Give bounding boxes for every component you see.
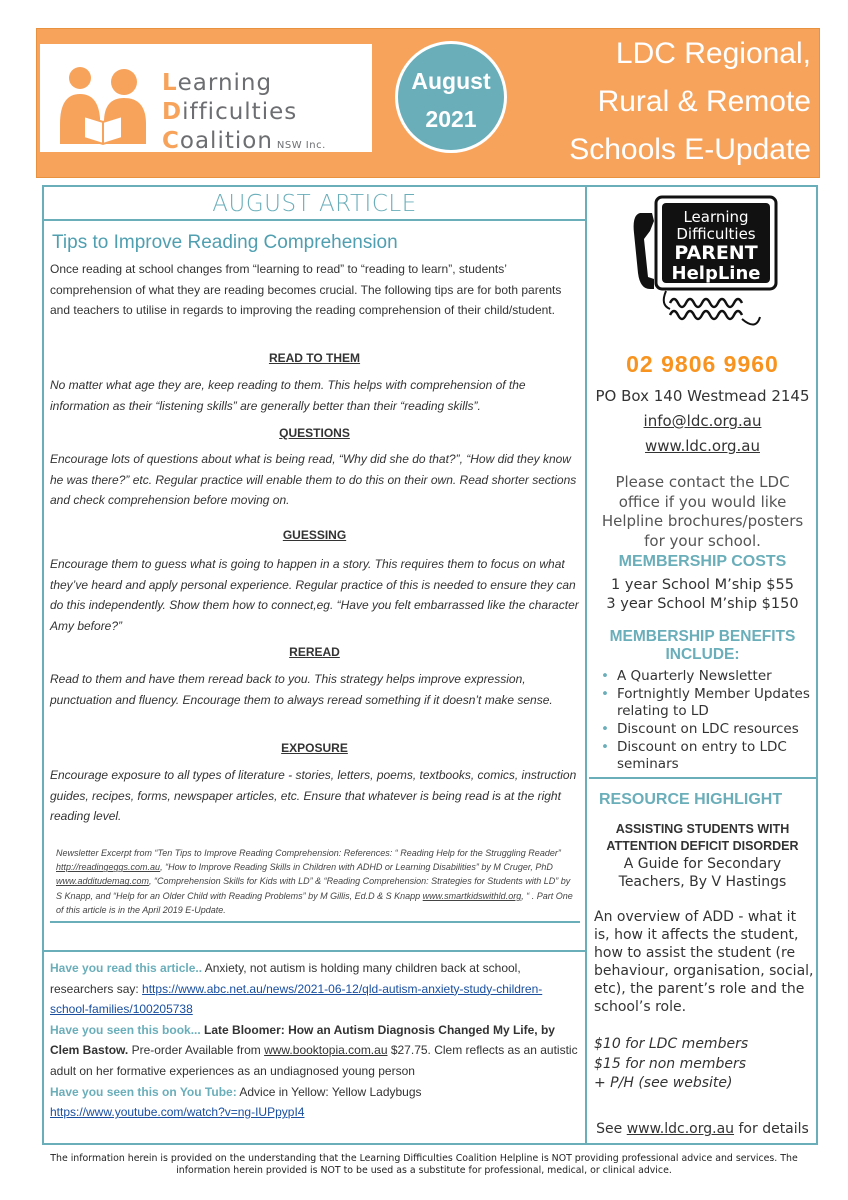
price-members: $10 for LDC members	[594, 1036, 749, 1052]
newsletter-title-line-2: Rural & Remote	[597, 85, 811, 118]
paragraph-reread: Read to them and have them reread back to you. This strategy helps improve expression, punctuation and fluency. Encourage them to always reread something if it doesn’t make sense.	[50, 672, 553, 707]
benefit-item: • Discount on LDC resources	[601, 721, 799, 737]
reference-text: , “How to Improve Reading Skills in Children with ADHD or Learning Disabilities” by M Cruger, PhD	[160, 862, 553, 873]
link-item-text: $27.75. Clem reflects as an autistic adult on her formative experiences as an undiagnosed young person	[50, 1043, 578, 1078]
membership-cost-3-year: 3 year School M’ship $150	[606, 596, 799, 612]
price-non-members: $15 for non members	[594, 1055, 747, 1072]
ldc-logo	[38, 42, 374, 154]
helpline-phone-number: 02 9806 9960	[626, 351, 779, 377]
bullet-icon: •	[601, 686, 609, 702]
issue-date-badge	[395, 41, 507, 153]
link-item-text: Pre-order Available from	[128, 1043, 265, 1058]
disclaimer-footer	[40, 1153, 808, 1177]
resource-highlight-heading: RESOURCE HIGHLIGHT	[599, 791, 783, 808]
link-item-label: Have you read this article..	[50, 961, 203, 975]
article-section-heading: AUGUST ARTICLE	[44, 187, 585, 221]
booktopia-link[interactable]: www.booktopia.com.au	[264, 1043, 388, 1058]
price-postage: + P/H (see website)	[594, 1075, 733, 1091]
resource-book-subtitle: A Guide for Secondary Teachers, By V Hastings	[618, 856, 787, 890]
link-item-label: Have you seen this book...	[50, 1022, 201, 1037]
article-references	[50, 842, 580, 923]
reference-text: , “Comprehension Skills for Kids with LD” & “Reading Comprehension: Strategies for Students with LD” by S Knapp, and “Help for an Older Child with Reading Problems” by M Gillis, Ed.D & S Knapp	[56, 876, 571, 901]
membership-costs-heading: MEMBERSHIP COSTS	[618, 553, 787, 570]
resource-description: An overview of ADD - what it is, how it affects the student, how to assist the student (re behaviour, organisation, social, etc), the parent’s role and the school’s role.	[594, 909, 814, 1015]
benefit-item: • Discount on entry to LDC seminars	[601, 739, 787, 772]
helpline-box	[589, 187, 816, 779]
logo-word-learning: Learning	[162, 70, 273, 96]
paragraph-guessing: Encourage them to guess what is going to happen in a story. This requires them to focus on what they’ve heard and apply personal experience. Regular practice of this is needed to ensure they can do this independently. Show them how to connect,eg. “Have you felt embarrassed like the character Amy before?”	[50, 557, 579, 633]
recommended-links	[44, 950, 585, 1143]
reference-link-smartkids[interactable]: www.smartkidswithld.org	[422, 890, 522, 901]
article-intro: Once reading at school changes from “learning to read” to “reading to learn”, students’ comprehension of what they are reading becomes crucial. The following tips are for both parents and teachers to utilise in regards to improving the reading comprehension of their child/student.	[50, 262, 562, 317]
bullet-icon: •	[601, 721, 609, 737]
helpline-phone-logo-icon	[630, 193, 780, 343]
link-item-article	[50, 958, 579, 1020]
link-item-text: Advice in Yellow: Yellow Ladybugs	[236, 1084, 422, 1099]
newsletter-title-line-3: Schools E-Update	[569, 133, 811, 166]
article-title: Tips to Improve Reading Comprehension	[52, 232, 398, 253]
resource-highlight	[589, 781, 816, 1143]
paragraph-questions: Encourage lots of questions about what is being read, “Why did she do that?”, “How did they know he was there?” etc. Regular practice will enable them to do this on their own. Read shorter sections and check comprehension before moving on.	[50, 452, 577, 507]
svg-text:PARENT: PARENT	[674, 242, 758, 264]
logo-suffix: NSW Inc.	[276, 140, 326, 151]
issue-year: 2021	[425, 106, 477, 132]
paragraph-read-to-them: No matter what age they are, keep reading to them. This helps with comprehension of the information as their “listening skills” are generally better than their “reading skills”.	[50, 378, 526, 413]
logo-word-difficulties: Difficulties	[162, 99, 298, 125]
header-banner	[36, 28, 820, 178]
subheading-read-to-them: READ TO THEM	[268, 351, 361, 365]
link-item-text: Anxiety, not autism is holding many children back at school, researchers say:	[50, 961, 521, 996]
email-link[interactable]: info@ldc.org.au	[643, 412, 762, 430]
resource-prices	[594, 1035, 814, 1094]
svg-text:Difficulties: Difficulties	[676, 225, 756, 243]
link-item-book	[50, 1020, 579, 1082]
link-item-label: Have you seen this on You Tube:	[50, 1084, 237, 1099]
disclaimer-line-1: The information herein is provided on the understanding that the Learning Difficulties Coalition Helpline is NOT providing professional advice and services. The	[50, 1153, 798, 1164]
reference-text: Newsletter Excerpt from “Ten Tips to Improve Reading Comprehension: References: “ Reading Help for the Struggling Reader”	[56, 848, 561, 858]
reference-link-readingeggs[interactable]: http://readingeggs.com.au	[56, 862, 161, 873]
subheading-reread: REREAD	[289, 645, 340, 659]
membership-cost-1-year: 1 year School M’ship $55	[611, 577, 794, 593]
article-column	[44, 187, 587, 1143]
disclaimer-line-2: information herein provided is NOT to be used as a substitute for professional, medical, or clinical advice.	[176, 1165, 672, 1176]
reference-text: , “ . Part One of this article is in the April 2019 E-Update.	[56, 890, 573, 915]
benefit-item: • Fortnightly Member Updates relating to LD	[601, 686, 810, 719]
book-title: Late Bloomer: How an Autism Diagnosis Changed My Life, by Clem Bastow.	[50, 1022, 555, 1058]
ldc-logo-mark-icon	[58, 66, 148, 146]
resource-see-details: See www.ldc.org.au for details	[596, 1121, 809, 1137]
website-link[interactable]: www.ldc.org.au	[645, 437, 760, 455]
reference-link-additude[interactable]: www.additudemag.com	[56, 876, 150, 887]
membership-benefits-list	[599, 668, 814, 774]
subheading-exposure: EXPOSURE	[281, 741, 348, 755]
link-item-video	[50, 1082, 579, 1103]
benefit-item: • A Quarterly Newsletter	[601, 668, 772, 684]
resource-book-title: ASSISTING STUDENTS WITH ATTENTION DEFICIT DISORDER	[606, 822, 799, 853]
main-panel	[42, 185, 818, 1145]
membership-benefits-heading: MEMBERSHIP BENEFITS INCLUDE:	[609, 628, 796, 663]
svg-text:HelpLine: HelpLine	[671, 263, 761, 284]
issue-month: August	[411, 68, 491, 94]
sidebar	[589, 187, 816, 1143]
subheading-guessing: GUESSING	[282, 528, 347, 542]
svg-text:Learning: Learning	[683, 208, 749, 226]
subheading-questions: QUESTIONS	[279, 426, 350, 440]
newsletter-title-line-1: LDC Regional,	[615, 37, 811, 70]
paragraph-exposure: Encourage exposure to all types of literature - stories, letters, poems, textbooks, comics, instruction guides, recipes, forms, newspaper articles, etc. Ensure that whatever is being read is at the right reading level.	[50, 768, 577, 823]
resource-website-link[interactable]: www.ldc.org.au	[626, 1121, 735, 1137]
postal-address: PO Box 140 Westmead 2145	[595, 387, 810, 405]
contact-note: Please contact the LDC office if you would like Helpline brochures/posters for your school.	[601, 473, 804, 550]
logo-word-coalition: Coalition NSW Inc.	[162, 128, 326, 154]
abc-news-link[interactable]: https://www.abc.net.au/news/2021-06-12/qld-autism-anxiety-study-children-school-families/100205738	[50, 981, 543, 1017]
bullet-icon: •	[601, 739, 609, 755]
youtube-link[interactable]: https://www.youtube.com/watch?v=ng-IUPpypI4	[50, 1105, 305, 1120]
bullet-icon: •	[601, 668, 609, 684]
